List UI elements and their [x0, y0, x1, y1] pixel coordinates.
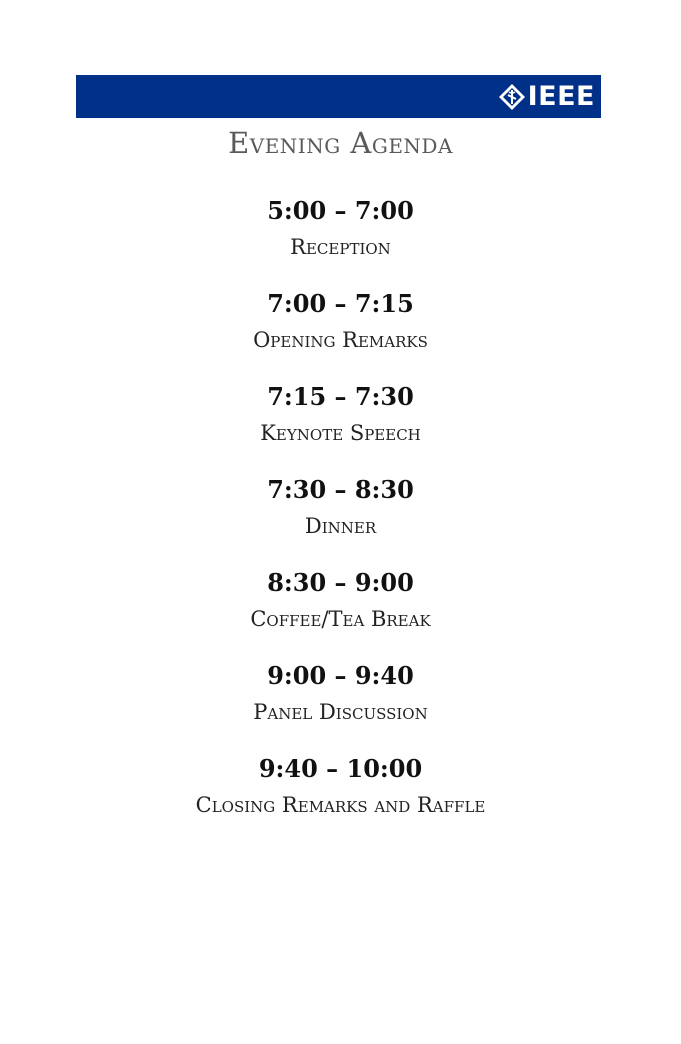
agenda-event: Closing Remarks and Raffle: [195, 793, 486, 817]
agenda-event: Reception: [290, 235, 391, 259]
agenda-time: 7:00 – 7:15: [267, 289, 414, 318]
agenda-item: [0, 472, 681, 565]
page-title: Evening Agenda: [228, 126, 453, 160]
agenda-time: 7:15 – 7:30: [267, 382, 414, 411]
agenda-time: 9:40 – 10:00: [258, 754, 423, 783]
agenda-list: [0, 193, 681, 844]
agenda-item: [0, 751, 681, 844]
agenda-time: 5:00 – 7:00: [267, 196, 414, 225]
agenda-time: 8:30 – 9:00: [267, 568, 414, 597]
ieee-diamond-icon: [498, 83, 526, 111]
agenda-event: Dinner: [304, 514, 377, 538]
agenda-item: [0, 379, 681, 472]
agenda-event: Coffee/Tea Break: [250, 607, 431, 631]
ieee-logo: [498, 82, 595, 111]
agenda-event: Keynote Speech: [260, 421, 421, 445]
agenda-time: 9:00 – 9:40: [267, 661, 414, 690]
header-banner: [76, 75, 601, 118]
logo-text: IEEE: [527, 81, 595, 112]
agenda-event: Opening Remarks: [253, 328, 428, 352]
agenda-item: [0, 286, 681, 379]
agenda-time: 7:30 – 8:30: [267, 475, 414, 504]
agenda-item: [0, 658, 681, 751]
agenda-item: [0, 193, 681, 286]
agenda-item: [0, 565, 681, 658]
agenda-event: Panel Discussion: [253, 700, 428, 724]
